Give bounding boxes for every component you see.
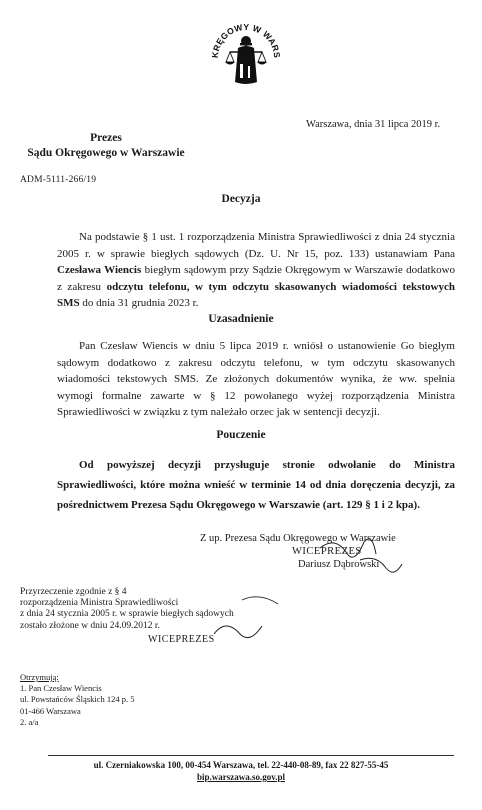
court-seal-graphic xyxy=(210,8,282,88)
expert-name: Czesława Wiencis xyxy=(57,264,142,277)
recipient-line: ul. Powstańców Śląskich 124 p. 5 xyxy=(20,694,135,705)
oath-line: Przyrzeczenie zgodnie z § 4 xyxy=(20,587,127,597)
lady-justice-icon xyxy=(225,36,267,84)
expert-scope: odczytu telefonu, w tym odczytu skasowanych wiadomości tekstowych SMS xyxy=(57,280,455,310)
decision-text-2: biegłym sądowym przy Sądzie Okręgowym w Warszawie dodatkowo z zakresu xyxy=(57,264,456,293)
issuer-title: Prezes xyxy=(90,132,122,144)
oath-signer: WICEPREZES xyxy=(148,634,215,645)
signature-block xyxy=(200,532,456,571)
instruction-heading: Pouczenie xyxy=(216,429,266,441)
court-seal xyxy=(210,8,282,88)
justification-heading: Uzasadnienie xyxy=(208,313,274,325)
issuer-court: Sądu Okręgowego w Warszawie xyxy=(27,147,185,159)
footer-website-link[interactable]: bip.warszawa.so.gov.pl xyxy=(196,772,285,782)
decision-heading: Decyzja xyxy=(221,193,261,205)
justification-paragraph xyxy=(57,338,455,421)
recipient-line: 1. Pan Czesław Wiencis xyxy=(20,683,102,694)
signature-title: WICEPREZES xyxy=(292,546,362,557)
recipient-line: 01-466 Warszawa xyxy=(20,705,81,716)
decision-text-3: do dnia 31 grudnia 2023 r. xyxy=(79,297,199,310)
recipient-line: 2. a/a xyxy=(20,716,39,727)
instruction-paragraph xyxy=(57,455,455,515)
issuer-block xyxy=(20,131,192,161)
oath-line: rozporządzenia Ministra Sprawiedliwości xyxy=(20,598,179,609)
oath-line: z dnia 24 stycznia 2005 r. w sprawie biegłych sądowych xyxy=(20,609,234,620)
signature-name: Dariusz Dąbrowski xyxy=(298,559,380,570)
oath-note xyxy=(20,587,320,632)
decision-paragraph xyxy=(57,229,455,312)
oath-line: zostało złożone w dniu 24.09.2012 r. xyxy=(20,620,160,631)
footer-divider xyxy=(48,755,454,756)
footer-address: ul. Czerniakowska 100, 00-454 Warszawa, tel. 22-440-08-89, fax 22 827-55-45 xyxy=(93,760,389,770)
justification-text: Pan Czesław Wiencis w dniu 5 lipca 2019 r. wniósł o ustanowienie Go biegłym sądowym dodatkowo z zakresu odczytu telefonu, w tym odczytu skasowanych wiadomości tekstowych SMS. Ze złożonych dokumentów wynika, że ww. spełnia wymogi formalne zawarte w § 12 powołanego wyżej rozporządzenia Ministra Sprawiedliwości w związku z tym należało orzec jak w sentencji decyzji. xyxy=(57,340,455,419)
seal-ring-text: KRĘGOWY W WARS xyxy=(210,21,282,59)
recipients-header: Otrzymują: xyxy=(20,672,59,682)
recipients-list xyxy=(20,672,135,728)
decision-text-1: Na podstawie § 1 ust. 1 rozporządzenia Ministra Sprawiedliwości z dnia 24 stycznia 2005 r. w sprawie biegłych sądowych (Dz. U. Nr 15, poz. 133) ustanawiam Pana xyxy=(57,231,455,260)
place-date: Warszawa, dnia 31 lipca 2019 r. xyxy=(306,119,441,130)
reference-number: ADM-5111-266/19 xyxy=(20,175,97,185)
signature-authority: Z up. Prezesa Sądu Okręgowego w Warszawie xyxy=(200,533,396,544)
instruction-text: Od powyższej decyzji przysługuje stronie odwołanie do Ministra Sprawiedliwości, które można wnieść w terminie 14 od dnia doręczenia decyzji, za pośrednictwem Prezesa Sądu Okręgowego w Warszawie (art. 129 § 1 i 2 kpa). xyxy=(57,459,455,511)
